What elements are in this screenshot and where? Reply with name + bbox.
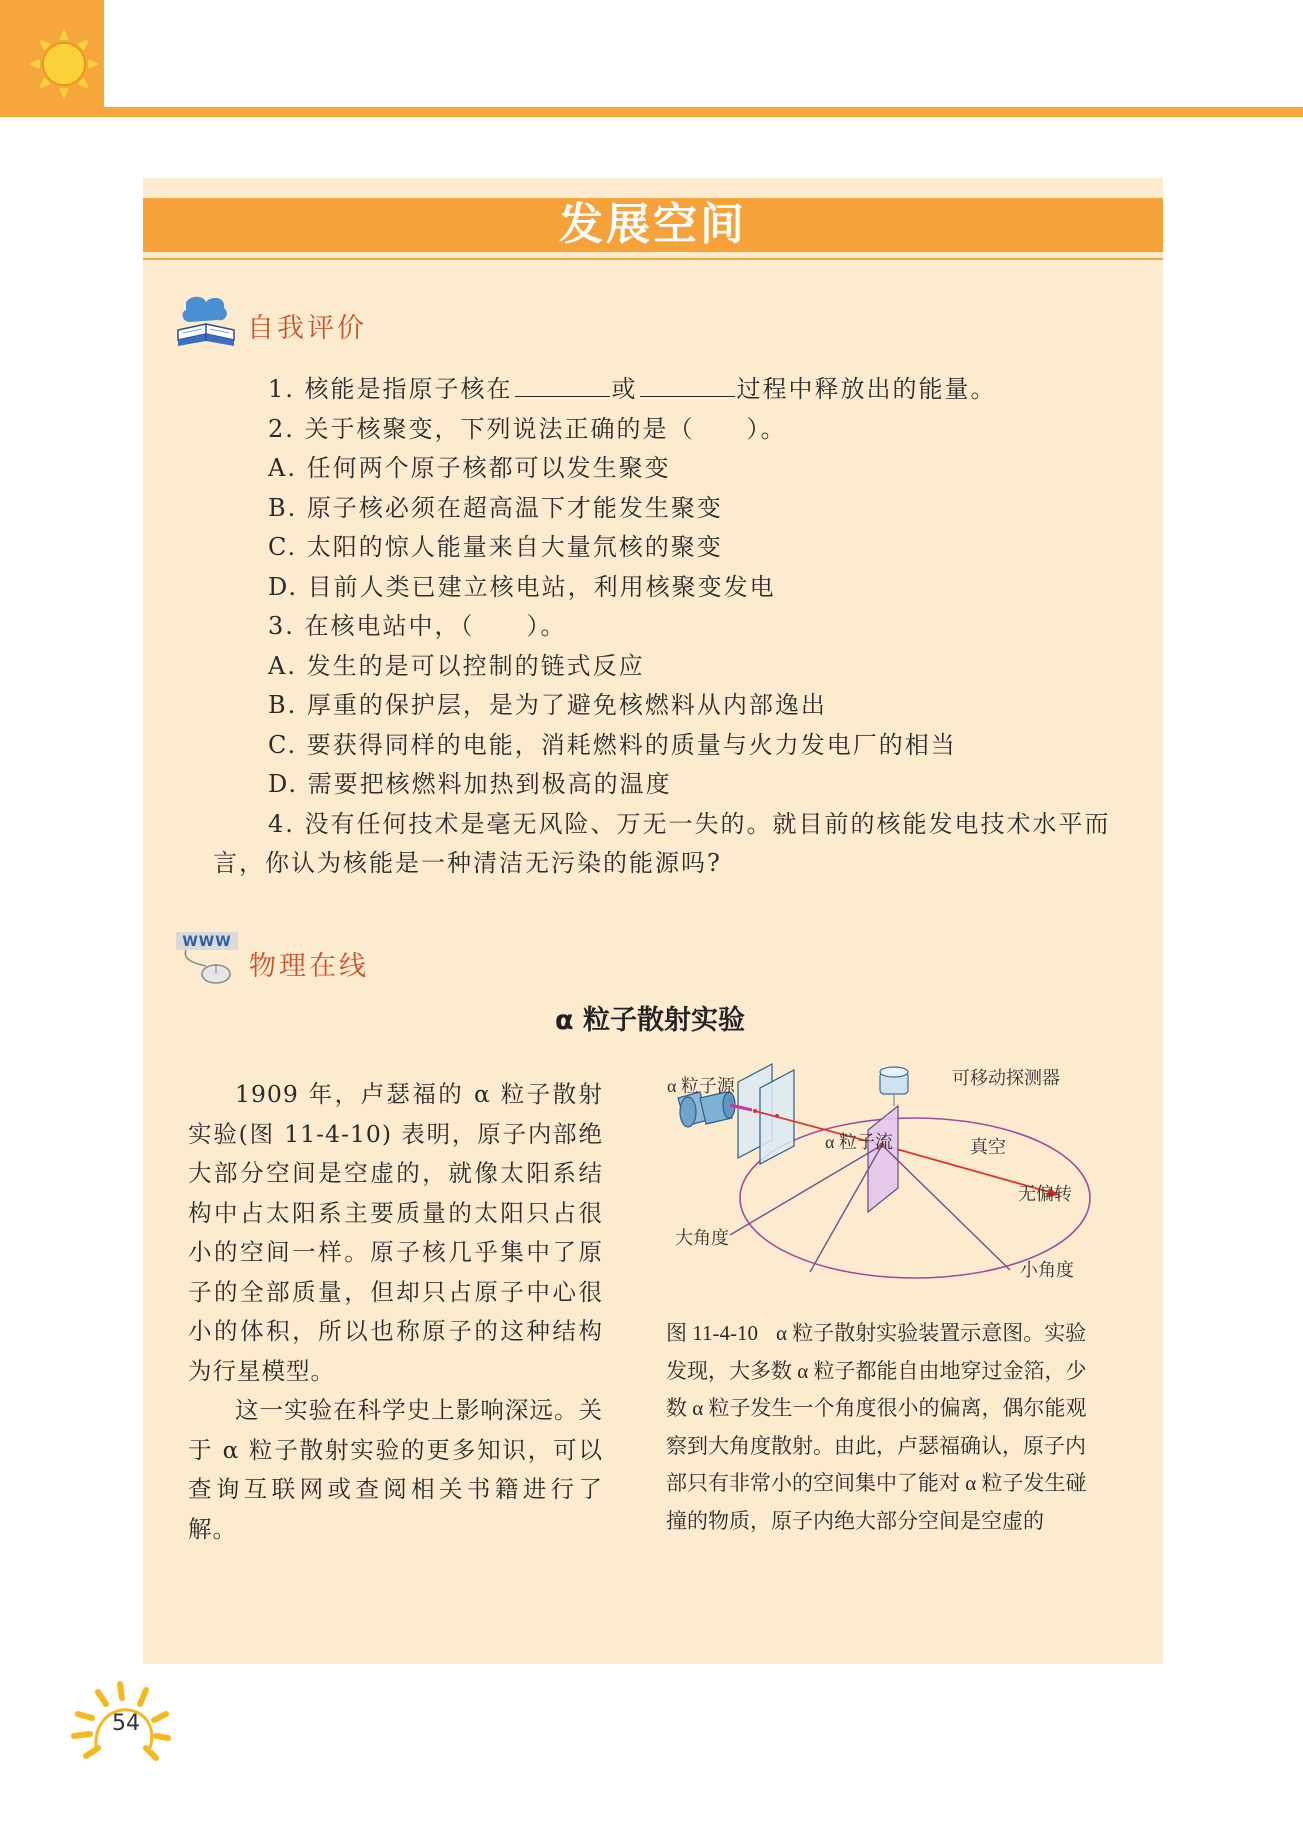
header-orange-box [0,0,104,117]
header-bar [0,107,1303,117]
q4-line-2: 言，你认为核能是一种清洁无污染的能源吗? [213,849,722,877]
self-eval-questions [213,370,1118,884]
sun-icon [0,0,104,107]
q3-option-a: A. 发生的是可以控制的链式反应 [268,651,645,680]
alpha-source-icon [678,1092,735,1127]
www-icon-text: WWW [182,934,232,950]
q2-stem: 2. 关于核聚变，下列说法正确的是（ ）。 [268,414,787,443]
label-small-angle: 小角度 [1020,1260,1074,1280]
label-detector: 可移动探测器 [952,1068,1060,1088]
banner-title: 发展空间 [143,198,1163,252]
physics-online-title: 物理在线 [249,951,369,982]
banner-underline [143,258,1163,260]
book-icon [174,294,238,350]
label-alpha-source: α 粒子源 [667,1076,735,1096]
q4-line-1: 4. 没有任何技术是毫无风险、万无一失的。就目前的核能发电技术水平而 [268,809,1111,838]
label-large-angle: 大角度 [675,1228,729,1248]
article-para-2: 这一实验在科学史上影响深远。关于 α 粒子散射实验的更多知识，可以查询互联网或查阅相关书籍进行了解。 [188,1396,603,1543]
q1: 1. 核能是指原子核在 或 过程中释放出的能量。 [268,375,997,403]
q2-option-c: C. 太阳的惊人能量来自大量氘核的聚变 [268,533,723,561]
article-para-1: 1909 年，卢瑟福的 α 粒子散射实验(图 11-4-10) 表明，原子内部绝大部分空间是空虚的，就像太阳系结构中占太阳系主要质量的太阳只占很小的空间一样。原子核几乎集中了原子的全部质量，但却只占原子中心很小的体积，所以也称原子的这种结构为行星模型。 [188,1080,603,1385]
figure-number: 图 11-4-10 [666,1321,758,1345]
label-vacuum: 真空 [970,1137,1006,1157]
self-eval-title: 自我评价 [247,313,367,344]
q2-option-d: D. 目前人类已建立核电站，利用核聚变发电 [268,572,776,601]
alpha-scattering-diagram [660,1060,1100,1305]
large-angle-ray-2 [730,1145,882,1235]
article-body [188,1075,603,1549]
label-no-deflection: 无偏转 [1018,1184,1072,1204]
gold-foil [868,1106,898,1212]
page-number: 54 [112,1711,140,1736]
page-number-badge [64,1674,184,1774]
detector-icon [880,1067,908,1094]
label-alpha-beam: α 粒子流 [825,1132,893,1152]
www-mouse-icon [176,930,248,986]
q1-blank-2[interactable] [640,374,735,397]
q2-option-b: B. 原子核必须在超高温下才能发生聚变 [268,493,723,522]
article-title: α 粒子散射实验 [555,1005,745,1036]
figure-caption [666,1315,1099,1540]
q3-option-d: D. 需要把核燃料加热到极高的温度 [268,770,672,798]
q3-option-c: C. 要获得同样的电能，消耗燃料的质量与火力发电厂的相当 [268,730,957,759]
q2-option-a: A. 任何两个原子核都可以发生聚变 [268,454,671,482]
q1-blank-1[interactable] [515,374,610,397]
figure-caption-text: α 粒子散射实验装置示意图。实验发现，大多数 α 粒子都能自由地穿过金箔，少数 α 粒子发生一个角度很小的偏离，偶尔能观察到大角度散射。由此，卢瑟福确认，原子内部只有非常小的空间集中了能对 α 粒子发生碰撞的物质，原子内绝大部分空间是空虚的 [666,1321,1087,1533]
q3-stem: 3. 在核电站中，（ ）。 [268,612,567,640]
q3-option-b: B. 厚重的保护层，是为了避免核燃料从内部逸出 [268,691,827,719]
